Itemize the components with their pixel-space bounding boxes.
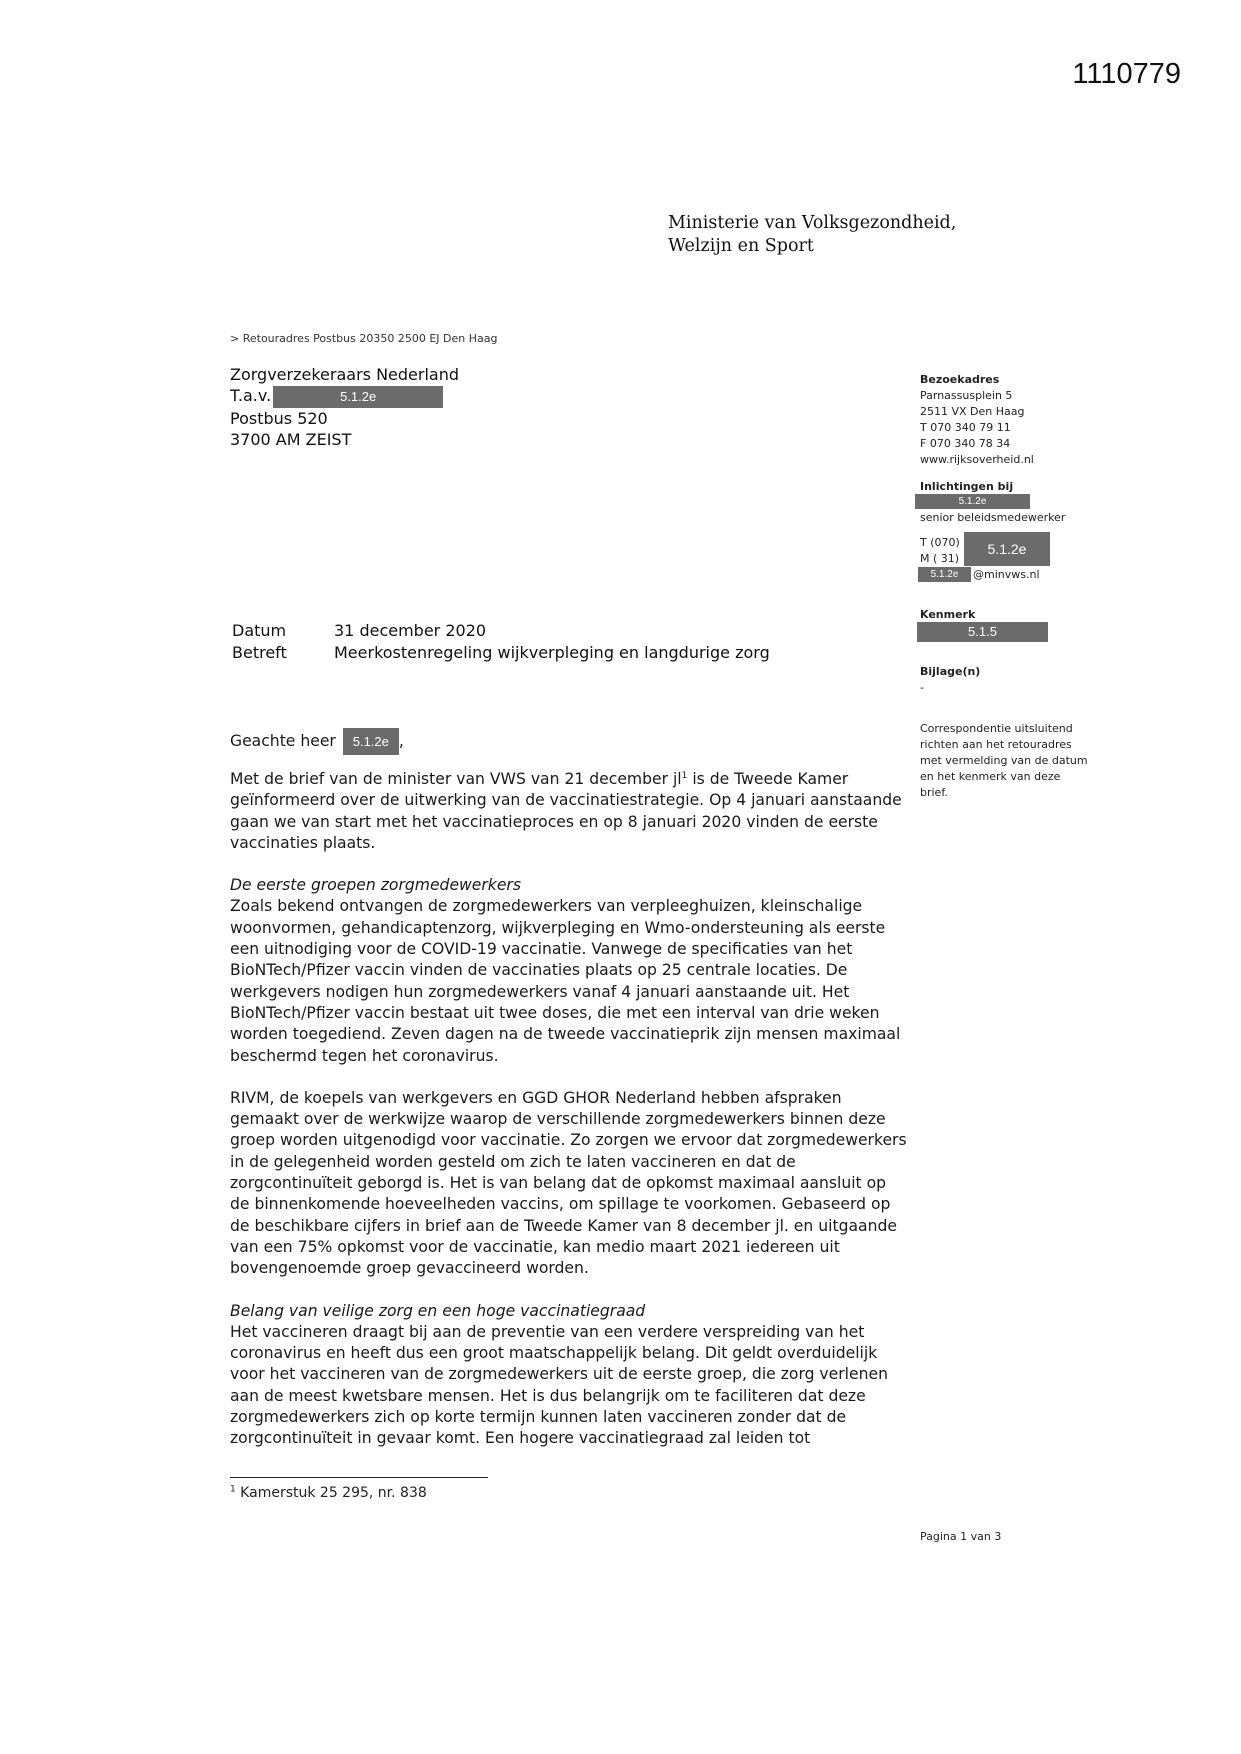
attachments-block — [920, 664, 980, 696]
ministry-logo-text — [668, 212, 956, 258]
visit-street: Parnassusplein 5 — [920, 389, 1013, 402]
recipient-attention — [230, 385, 459, 408]
correspondence-line: met vermelding van de datum — [920, 754, 1088, 767]
reference-heading-wrap — [920, 607, 975, 623]
correspondence-line: richten aan het retouradres — [920, 738, 1072, 751]
salutation-redaction: 5.1.2e — [343, 728, 399, 755]
subject-value: Meerkostenregeling wijkverpleging en langdurige zorg — [334, 643, 770, 662]
footnote-divider — [230, 1477, 488, 1478]
document-id: 1110779 — [1072, 58, 1181, 90]
visit-website: www.rijksoverheid.nl — [920, 453, 1034, 466]
paragraph-first-groups: Zoals bekend ontvangen de zorgmedewerkers van verpleeghuizen, kleinschalige woonvormen, gehandicaptenzorg, wijkverpleging en Wmo-ondersteuning als eerste een uitnodiging voor de COVID-19 vaccinatie. Vanwege de specificaties van het BioNTech/Pfizer vaccin vinden de vaccinaties plaats op 25 centrale locaties. De werkgevers nodigen hun zorgmedewerkers vanaf 4 januari aanstaande uit. Het BioNTech/Pfizer vaccin bestaat uit twee doses, die met een interval van drie weken worden toegediend. Zeven dagen na de tweede vaccinatieprik zijn mensen maximaal beschermd tegen het coronavirus. — [230, 897, 901, 1065]
paragraph-rivm: RIVM, de koepels van werkgevers en GGD GHOR Nederland hebben afspraken gemaakt over de werkwijze waarop de verschillende zorgmedewerkers binnen deze groep worden uitgenodigd voor vaccinatie. Zo zorgen we ervoor dat zorgmedewerkers in de gelegenheid worden gesteld om zich te laten vaccineren en dat de zorgcontinuïteit geborgd is. Het is van belang dat de opkomst maximaal aansluit op de binnenkomende hoeveelheden vaccins, om spillage te voorkomen. Gebaseerd op de beschikbare cijfers in brief aan de Tweede Kamer van 8 december jl. en uitgaande van een 75% opkomst voor de vaccinatie, kan medio maart 2021 iedereen uit bovengenoemde groep gevaccineerd worden. — [230, 1088, 907, 1278]
footnote-ref: 1 — [681, 770, 688, 781]
info-phone-redaction: 5.1.2e — [964, 532, 1050, 566]
correspondence-line: Correspondentie uitsluitend — [920, 722, 1073, 735]
paragraph-intro — [230, 769, 910, 854]
info-email-redaction: 5.1.2e — [918, 567, 971, 582]
info-role: senior beleidsmedewerker — [920, 511, 1066, 524]
letter-meta — [232, 620, 770, 664]
paragraph-intro-text-cont: is de Tweede Kamer geïnformeerd over de uitwerking van de vaccinatiestrategie. Op 4 januari aanstaande gaan we van start met het vaccinatieproces en op 8 januari 2020 vinden de eerste vaccinaties plaats. — [230, 770, 902, 852]
paragraph-safe-care: Het vaccineren draagt bij aan de preventie van een verdere verspreiding van het coronavirus en heeft dus een groot maatschappelijk belang. Dit geldt overduidelijk voor het vaccineren van de zorgmedewerkers uit de eerste groep, die zorg verlenen aan de meest kwetsbare mensen. Het is dus belangrijk om te faciliteren dat deze zorgmedewerkers zich op korte termijn kunnen laten vaccineren zonder dat de zorgcontinuïteit in gevaar komt. Een hogere vaccinatiegraad zal leiden tot — [230, 1322, 888, 1448]
paragraph-intro-text: Met de brief van de minister van VWS van 21 december jl — [230, 770, 682, 788]
recipient-postbox: Postbus 520 — [230, 408, 328, 428]
recipient-city: 3700 AM ZEIST — [230, 429, 352, 449]
info-email-domain: @minvws.nl — [973, 568, 1040, 581]
info-mobile-label: M ( 31) — [920, 552, 960, 565]
ministry-name-line2: Welzijn en Sport — [668, 236, 814, 256]
info-heading: Inlichtingen bij — [920, 480, 1014, 493]
visit-phone: T 070 340 79 11 — [920, 421, 1011, 434]
visit-address-block — [920, 372, 1034, 468]
salutation — [230, 728, 910, 755]
correspondence-line: brief. — [920, 786, 948, 799]
subheading-first-groups: De eerste groepen zorgmedewerkers — [230, 876, 521, 895]
section-first-groups — [230, 875, 910, 1067]
section-safe-care — [230, 1301, 910, 1450]
visit-fax: F 070 340 78 34 — [920, 437, 1011, 450]
reference-heading: Kenmerk — [920, 608, 976, 621]
info-block — [920, 479, 1013, 495]
salutation-comma: , — [398, 732, 404, 750]
info-tel-label: T (070) — [920, 536, 960, 549]
page-number: Pagina 1 van 3 — [920, 1530, 1002, 1543]
recipient-org: Zorgverzekeraars Nederland — [230, 365, 459, 384]
date-value: 31 december 2020 — [334, 621, 487, 640]
date-row — [232, 620, 770, 642]
redaction-box: 5.1.2e — [273, 386, 443, 408]
salutation-text: Geachte heer — [230, 732, 336, 750]
correspondence-note — [920, 721, 1088, 801]
date-label: Datum — [232, 621, 287, 640]
footnote-number: 1 — [230, 1484, 236, 1495]
attention-label: T.a.v. — [230, 386, 272, 405]
letter-body — [230, 728, 910, 1471]
subheading-safe-care: Belang van veilige zorg en een hoge vaccinatiegraad — [230, 1301, 646, 1320]
ministry-name-line1: Ministerie van Volksgezondheid, — [668, 213, 957, 233]
attachments-value: - — [920, 681, 924, 694]
subject-label: Betreft — [232, 643, 287, 662]
attachments-heading: Bijlage(n) — [920, 665, 981, 678]
footnote-text: Kamerstuk 25 295, nr. 838 — [235, 1485, 427, 1501]
correspondence-line: en het kenmerk van deze — [920, 770, 1061, 783]
return-address: > Retouradres Postbus 20350 2500 EJ Den Haag — [230, 332, 498, 345]
footnote — [230, 1485, 427, 1501]
recipient-address — [230, 364, 459, 450]
visit-address-heading: Bezoekadres — [920, 373, 1000, 386]
visit-city: 2511 VX Den Haag — [920, 405, 1025, 418]
subject-row — [232, 642, 770, 664]
reference-redaction: 5.1.5 — [917, 622, 1048, 642]
info-name-redaction: 5.1.2e — [915, 494, 1030, 509]
